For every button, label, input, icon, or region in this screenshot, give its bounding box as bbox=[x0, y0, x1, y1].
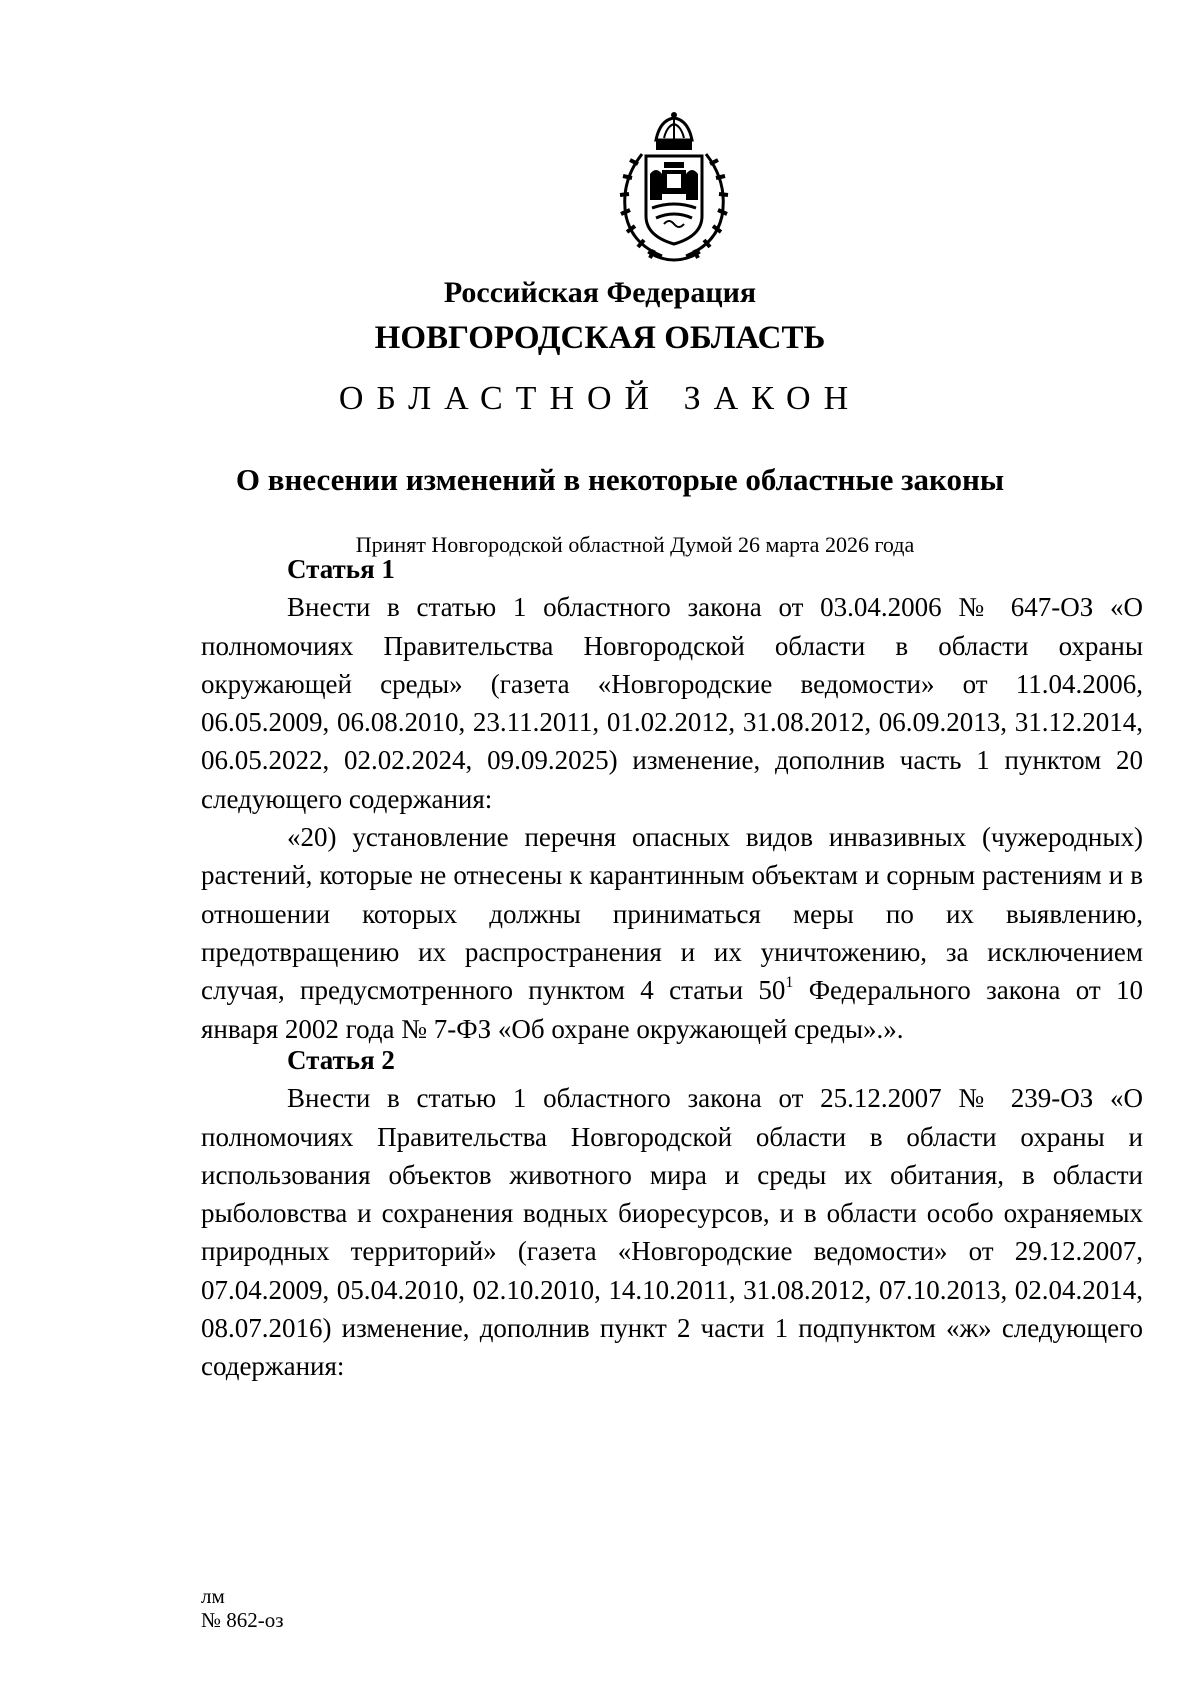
article-2-paragraph-1: Внести в статью 1 областного закона от 25.12.2007 № 239-ОЗ «О полномочиях Правительства Новгородской области в области охраны и использования объектов животного мира и среды их обитания, в области рыболовства и сохранения водных биоресурсов, и в области особо охраняемых природных территорий» (газета «Новгородские ведомости» от 29.12.2007, 07.04.2009, 05.04.2010, 02.10.2010, 14.10.2011, 31.08.2012, 07.10.2013, 02.04.2014, 08.07.2016) изменение, дополнив пункт 2 части 1 подпунктом «ж» следующего содержания: bbox=[201, 1083, 1143, 1382]
article-1-paragraph-1: Внести в статью 1 областного закона от 03.04.2006 № 647-ОЗ «О полномочиях Правительства Новгородской области в области охраны окружающей среды» (газета «Новгородские ведомости» от 11.04.2006, 06.05.2009, 06.08.2010, 23.11.2011, 01.02.2012, 31.08.2012, 06.09.2013, 31.12.2014, 06.05.2022, 02.02.2024, 09.09.2025) изменение, дополнив часть 1 пунктом 20 следующего содержания: bbox=[201, 592, 1143, 814]
article-1-paragraph-2 bbox=[201, 818, 1143, 1048]
article-1-superscript: 1 bbox=[785, 974, 794, 992]
footer-initials: лм bbox=[201, 1584, 225, 1608]
article-1-paragraph-2-text: «20) установление перечня опасных видов инвазивных (чужеродных) растений, которые не отнесены к карантинным объектам и сорным растениям и в отношении которых должны приниматься меры по их выявлению, предотвращению их распространения и их уничтожению, за исключением случая, предусмотренного пунктом 4 статьи 50 bbox=[201, 822, 1143, 1006]
adoption-note: Принят Новгородской областной Думой 26 марта 2026 года bbox=[355, 532, 915, 557]
law-type-title: ОБЛАСТНОЙ ЗАКОН bbox=[338, 380, 862, 417]
article-1-heading: Статья 1 bbox=[287, 554, 395, 584]
article-2 bbox=[201, 1041, 1143, 1386]
law-title: О внесении изменений в некоторые областные законы bbox=[235, 462, 1005, 497]
article-1-paragraph-2-tail: Федерального закона от 10 января 2002 года № 7-ФЗ «Об охране окружающей среды».». bbox=[201, 975, 1143, 1044]
article-1 bbox=[201, 550, 1143, 1048]
federation-title: Российская Федерация bbox=[443, 276, 757, 309]
article-2-heading: Статья 2 bbox=[287, 1045, 395, 1075]
document-footer bbox=[201, 1584, 284, 1632]
footer-number: № 862-оз bbox=[201, 1608, 284, 1632]
novgorod-coat-of-arms-icon bbox=[612, 112, 736, 272]
region-title: НОВГОРОДСКАЯ ОБЛАСТЬ bbox=[374, 320, 826, 356]
